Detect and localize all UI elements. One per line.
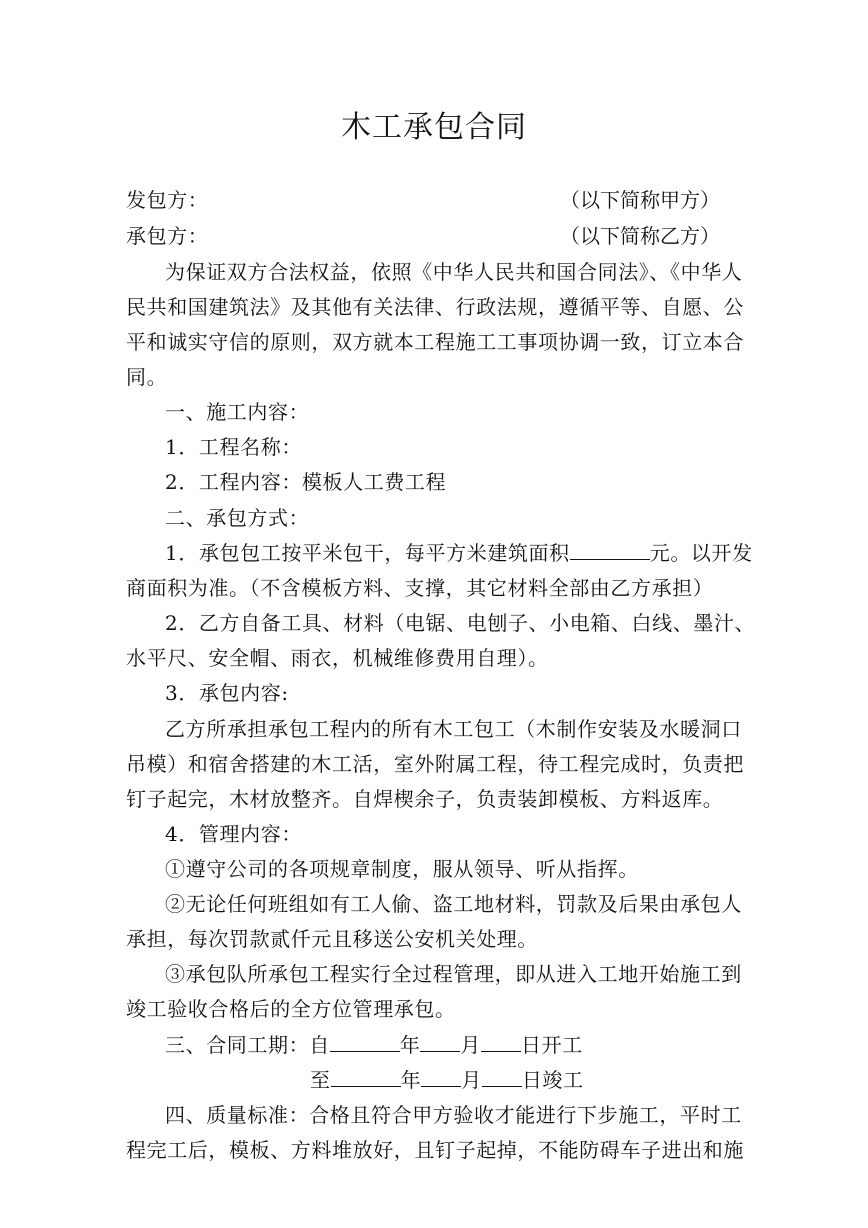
management-rule: ②无论任何班组如有工人偷、盗工地材料，罚款及后果由承包人 — [165, 892, 742, 916]
price-blank — [570, 537, 650, 560]
project-content-item: 2．工程内容：模板人工费工程 — [165, 470, 447, 494]
preamble-line: 民共和国建筑法》及其他有关法律、行政法规，遵循平等、自愿、公 — [126, 295, 744, 319]
price-clause-cont: 商面积为准。（不含模板方料、支撑，其它材料全部由乙方承担） — [126, 576, 714, 600]
contractor-note: （以下简称乙方） — [560, 224, 720, 248]
management-rule: ①遵守公司的各项规章制度，服从领导、听从指挥。 — [165, 857, 639, 881]
end-month-blank — [421, 1064, 461, 1087]
end-day-label: 日竣工 — [521, 1068, 584, 1092]
tools-clause: 2．乙方自备工具、材料（电锯、电刨子、小电箱、白线、墨汁、 — [165, 611, 756, 635]
preamble-line: 为保证双方合法权益，依照《中华人民共和国合同法》、《中华人 — [165, 260, 743, 284]
section-heading: 一、施工内容： — [165, 400, 310, 424]
contractor-label: 承包方： — [126, 224, 209, 248]
price-clause-text: 1．承包包工按平米包干，每平方米建筑面积 — [165, 541, 570, 565]
period-heading: 三、合同工期：自 — [165, 1033, 330, 1057]
management-rule: ③承包队所承包工程实行全过程管理，即从进入工地开始施工到 — [165, 962, 742, 986]
start-day-blank — [481, 1029, 521, 1052]
start-day-label: 日开工 — [521, 1033, 583, 1057]
scope-heading: 3．承包内容: — [165, 681, 289, 705]
scope-line: 乙方所承担承包工程内的所有木工包工（木制作安装及水暖洞口 — [165, 717, 742, 741]
month-label: 月 — [460, 1033, 482, 1057]
year-label: 年 — [400, 1068, 422, 1092]
management-heading: 4．管理内容： — [165, 822, 302, 846]
contract-period-end — [310, 1062, 746, 1098]
quality-standard-line: 四、质量标准：合格且符合甲方验收才能进行下步施工，平时工 — [165, 1103, 742, 1127]
price-clause — [165, 535, 753, 571]
price-clause-unit: 元。以开发 — [649, 541, 753, 565]
preamble-line: 同。 — [126, 365, 168, 389]
contract-title: 木工承包合同 — [341, 110, 527, 145]
employer-label: 发包方： — [126, 188, 209, 212]
start-year-blank — [330, 1029, 400, 1052]
section-heading: 二、承包方式： — [165, 506, 310, 530]
start-month-blank — [420, 1029, 460, 1052]
employer-note: （以下简称甲方） — [560, 188, 720, 212]
end-day-blank — [482, 1064, 522, 1087]
contract-period-start — [165, 1027, 746, 1063]
month-label: 月 — [461, 1068, 482, 1092]
management-rule-cont: 承担，每次罚款贰仟元且移送公安机关处理。 — [126, 927, 538, 951]
end-year-blank — [331, 1064, 401, 1087]
to-label: 至 — [310, 1068, 331, 1092]
quality-standard-line: 程完工后，模板、方料堆放好，且钉子起掉，不能防碍车子进出和施 — [126, 1138, 744, 1162]
scope-line: 钉子起完，木材放整齐。自焊楔余子，负责装卸模板、方料返库。 — [126, 787, 724, 811]
project-name-item: 1．工程名称： — [165, 435, 302, 459]
year-label: 年 — [399, 1033, 421, 1057]
scope-line: 吊模）和宿舍搭建的木工活，室外附属工程，待工程完成时，负责把 — [126, 752, 744, 776]
tools-clause-cont: 水平尺、安全帽、雨衣，机械维修费用自理）。 — [126, 646, 549, 670]
management-rule-cont: 竣工验收合格后的全方位管理承包。 — [126, 997, 456, 1021]
preamble-line: 平和诚实守信的原则，双方就本工程施工工事项协调一致，订立本合 — [126, 330, 744, 354]
